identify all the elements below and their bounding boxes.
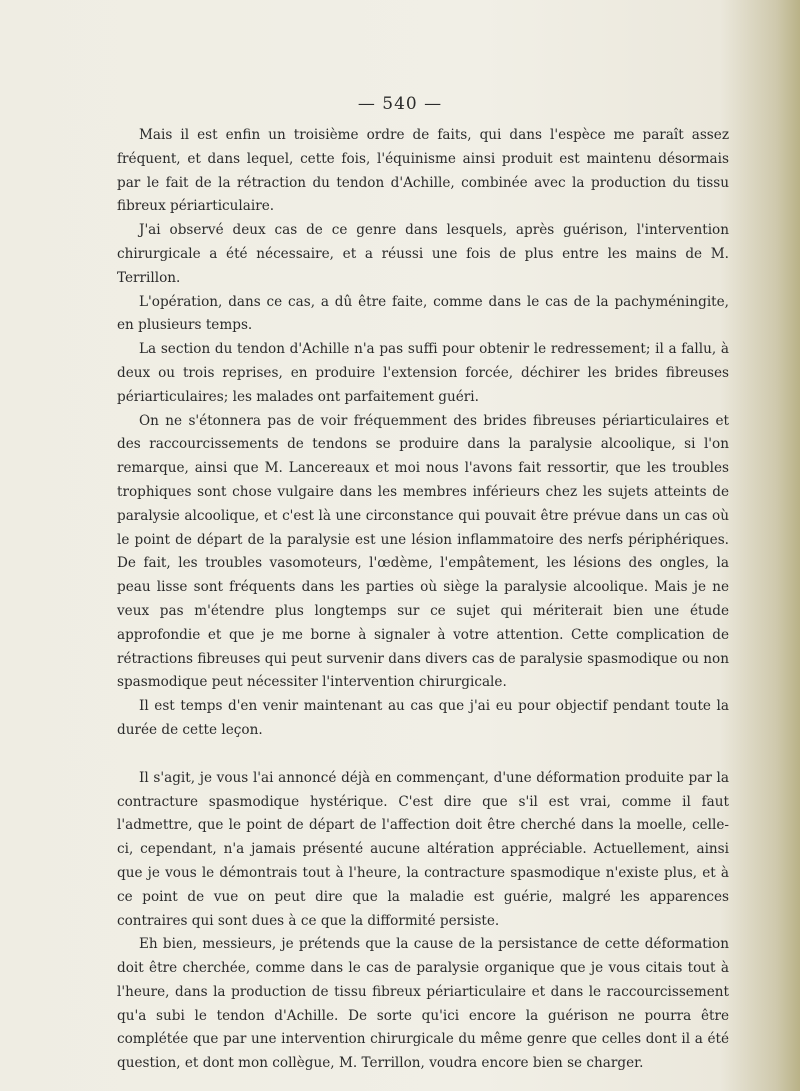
body-text xyxy=(117,124,729,1076)
paragraph-5: On ne s'étonnera pas de voir fréquemment des brides fibreuses périarticulaires et des raccourcissements de tendons se produire dans la paralysie alcoolique, si l'on remarque, ainsi que M. Lancereaux et moi nous l'avons fait ressortir, que les troubles trophiques sont chose vulgaire dans les membres inférieurs chez les sujets atteints de paralysie alcoolique, et c'est là une circonstance qui pouvait être prévue dans un cas où le point de départ de la paralysie est une lésion inflammatoire des nerfs périphériques. De fait, les troubles vasomoteurs, l'œdème, l'empâtement, les lésions des ongles, la peau lisse sont fréquents dans les parties où siège la paralysie alcoolique. Mais je ne veux pas m'étendre plus longtemps sur ce sujet qui mériterait bien une étude approfondie et que je me borne à signaler à votre attention. Cette complication de rétractions fibreuses qui peut survenir dans divers cas de paralysie spasmodique ou non spasmodique peut nécessiter l'intervention chirurgicale. xyxy=(117,412,729,691)
paragraph-4: La section du tendon d'Achille n'a pas suffi pour obtenir le redressement; il a fallu, à deux ou trois reprises, en produire l'extension forcée, déchirer les brides fibreuses périarticulaires; les malades ont parfaitement guéri. xyxy=(117,341,729,405)
paragraph-3: L'opération, dans ce cas, a dû être faite, comme dans le cas de la pachyméningite, en plusieurs temps. xyxy=(117,293,729,334)
paragraph-1: Mais il est enfin un troisième ordre de faits, qui dans l'espèce me paraît assez fréquent, et dans lequel, cette fois, l'équinisme ainsi produit est maintenu désormais par le fait de la rétraction du tendon d'Achille, combinée avec la production du tissu fibreux périarticulaire. xyxy=(117,127,729,215)
paragraph-7: Il s'agit, je vous l'ai annoncé déjà en commençant, d'une déformation produite par la contracture spasmodique hystérique. C'est dire que s'il est vrai, comme il faut l'admettre, que le point de départ de l'affection doit être cherché dans la moelle, celle-ci, cependant, n'a jamais présenté aucune altération appréciable. Actuellement, ainsi que je vous le démontrais tout à l'heure, la contracture spasmodique n'existe plus, et à ce point de vue on peut dire que la maladie est guérie, malgré les apparences contraires qui sont dues à ce que la difformité persiste. xyxy=(117,769,729,929)
paragraph-2: J'ai observé deux cas de ce genre dans lesquels, après guérison, l'intervention chirurgicale a été nécessaire, et a réussi une fois de plus entre les mains de M. Terrillon. xyxy=(117,222,729,286)
paragraph-6: Il est temps d'en venir maintenant au cas que j'ai eu pour objectif pendant toute la durée de cette leçon. xyxy=(117,698,729,738)
page-number: — 540 — xyxy=(357,94,443,114)
paragraph-8: Eh bien, messieurs, je prétends que la cause de la persistance de cette déformation doit être cherchée, comme dans le cas de paralysie organique que je vous citais tout à l'heure, dans la production de tissu fibreux périarticulaire et dans le raccourcissement qu'a subi le tendon d'Achille. De sorte qu'ici encore la guérison ne pourra être complétée que par une intervention chirurgicale du même genre que celles dont il a été question, et dont mon collègue, M. Terrillon, voudra encore bien se charger. xyxy=(117,936,729,1072)
